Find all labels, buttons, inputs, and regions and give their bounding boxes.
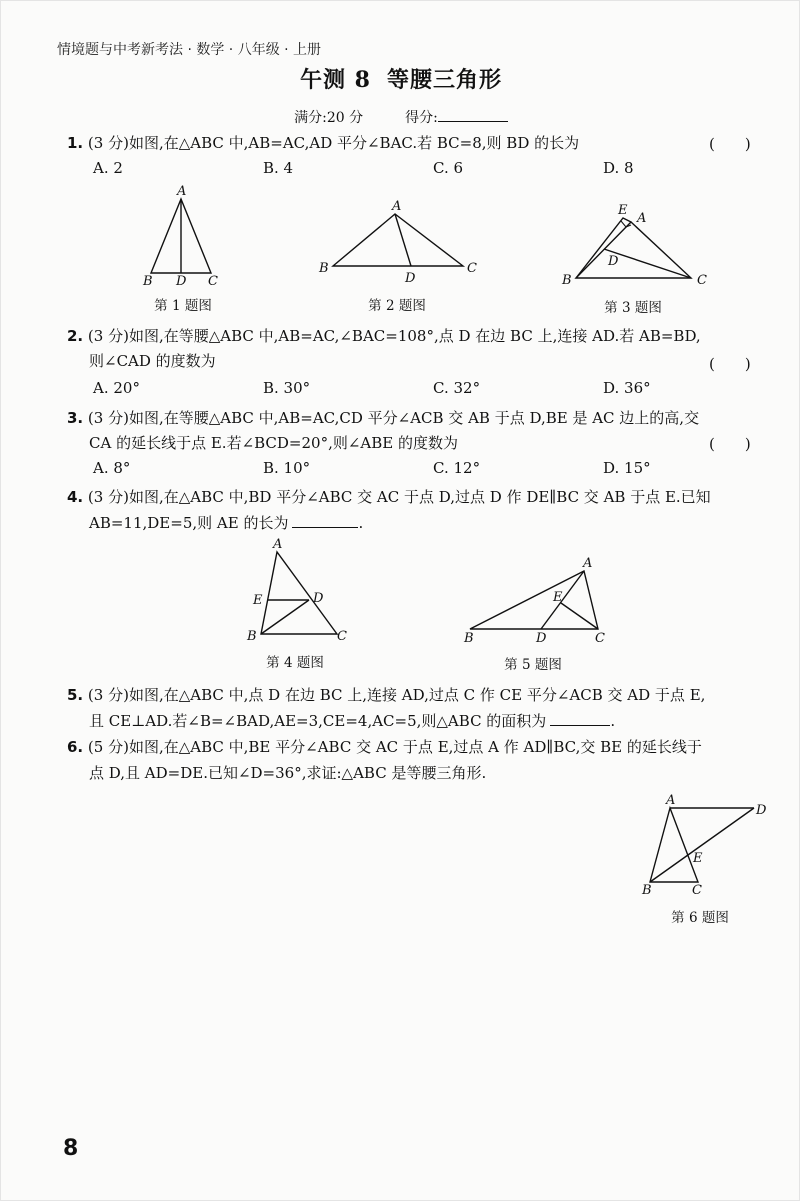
question-text-line-2: 点 D,且 AD=DE.已知∠D=36°,求证:△ABC 是等腰三角形. <box>89 764 487 782</box>
option-c: C. 6 <box>433 159 464 177</box>
label-e: E <box>618 203 628 218</box>
label-b: B <box>319 261 329 276</box>
question-5 <box>67 681 705 709</box>
label-e: E <box>253 593 263 608</box>
question-6 <box>67 733 702 761</box>
label-e: E <box>693 851 703 866</box>
option-d: D. 8 <box>603 159 634 177</box>
answer-paren-2[interactable]: ( ) <box>709 355 751 373</box>
figure-5 <box>456 553 616 653</box>
full-score: 满分:20 分 <box>294 110 364 126</box>
figure-1-caption: 第 1 题图 <box>154 298 212 314</box>
option-d: D. 36° <box>603 379 651 397</box>
figure-2 <box>311 196 491 286</box>
question-text-line-1: (3 分)如图,在△ABC 中,BD 平分∠ABC 交 AC 于点 D,过点 D 作 DE∥BC 交 AB 于点 E.已知 <box>87 488 711 506</box>
triangle-abc <box>576 222 691 278</box>
page-number: 8 <box>63 1136 79 1161</box>
label-d: D <box>536 631 547 646</box>
label-c: C <box>595 631 605 646</box>
label-b: B <box>464 631 474 646</box>
question-number: 2. <box>67 327 84 345</box>
question-text: (3 分)如图,在△ABC 中,AB=AC,AD 平分∠BAC.若 BC=8,则 BD 的长为 <box>87 134 580 152</box>
question-1 <box>67 129 579 157</box>
question-2 <box>67 322 701 350</box>
question-4 <box>67 483 711 511</box>
figure-6 <box>636 786 776 898</box>
answer-paren-3[interactable]: ( ) <box>709 435 751 453</box>
option-a: A. 2 <box>93 159 123 177</box>
label-b: B <box>143 274 153 289</box>
figure-2-caption: 第 2 题图 <box>368 298 426 314</box>
page-title <box>1 63 800 94</box>
label-c: C <box>337 629 347 644</box>
label-d: D <box>608 254 619 269</box>
question-5-line-2: 且 CE⊥AD.若∠B=∠BAD,AE=3,CE=4,AC=5,则△ABC 的面积为 . <box>89 712 616 730</box>
question-number: 4. <box>67 488 84 506</box>
book-header: 情境题与中考新考法 · 数学 · 八年级 · 上册 <box>57 42 322 58</box>
question-number: 1. <box>67 134 84 152</box>
segment-ad <box>395 214 411 266</box>
triangle-abc <box>470 571 598 629</box>
triangle-abc <box>261 552 337 634</box>
title-label: 午测 8 <box>300 67 371 93</box>
question-text-line-2: 且 CE⊥AD.若∠B=∠BAD,AE=3,CE=4,AC=5,则△ABC 的面积为 <box>89 712 547 730</box>
figure-1 <box>131 181 241 291</box>
option-b: B. 30° <box>263 379 311 397</box>
answer-paren-1[interactable]: ( ) <box>709 135 751 153</box>
label-d: D <box>756 803 767 818</box>
label-c: C <box>692 883 702 898</box>
option-a: A. 8° <box>93 459 131 477</box>
question-number: 6. <box>67 738 84 756</box>
question-text-line-1: (3 分)如图,在等腰△ABC 中,AB=AC,∠BAC=108°,点 D 在边 BC 上,连接 AD.若 AB=BD, <box>87 327 701 345</box>
score-blank[interactable] <box>438 107 508 122</box>
option-b: B. 4 <box>263 159 294 177</box>
label-c: C <box>208 274 218 289</box>
label-b: B <box>247 629 257 644</box>
figure-4 <box>239 536 359 651</box>
label-a: A <box>666 793 676 808</box>
question-number: 5. <box>67 686 84 704</box>
got-score-label: 得分: <box>405 110 438 126</box>
label-c: C <box>697 273 707 288</box>
label-c: C <box>467 261 477 276</box>
label-a: A <box>177 184 187 199</box>
option-b: B. 10° <box>263 459 311 477</box>
option-a: A. 20° <box>93 379 140 397</box>
question-text-line-2: AB=11,DE=5,则 AE 的长为 <box>89 514 289 532</box>
question-text-line-1: (3 分)如图,在等腰△ABC 中,AB=AC,CD 平分∠ACB 交 AB 于点 D,BE 是 AC 边上的高,交 <box>87 409 700 427</box>
answer-blank-4[interactable] <box>292 513 358 528</box>
figure-5-caption: 第 5 题图 <box>504 657 562 673</box>
label-e: E <box>553 590 563 605</box>
option-c: C. 32° <box>433 379 481 397</box>
option-c: C. 12° <box>433 459 481 477</box>
label-d: D <box>176 274 187 289</box>
label-d: D <box>313 591 324 606</box>
label-a: A <box>392 199 402 214</box>
question-text-line-1: (5 分)如图,在△ABC 中,BE 平分∠ABC 交 AC 于点 E,过点 A 作 AD∥BC,交 BE 的延长线于 <box>87 738 702 756</box>
segment-bd <box>650 808 754 882</box>
segment-bd <box>261 600 309 634</box>
segment-ad <box>541 571 584 629</box>
triangle-abc <box>650 808 698 882</box>
figure-4-caption: 第 4 题图 <box>266 655 324 671</box>
figure-3 <box>551 196 721 296</box>
question-3 <box>67 404 699 432</box>
option-d: D. 15° <box>603 459 651 477</box>
figure-3-caption: 第 3 题图 <box>604 300 662 316</box>
question-number: 3. <box>67 409 84 427</box>
label-a: A <box>273 537 283 552</box>
title-topic: 等腰三角形 <box>386 67 502 93</box>
question-text-line-1: (3 分)如图,在△ABC 中,点 D 在边 BC 上,连接 AD,过点 C 作 CE 平分∠ACB 交 AD 于点 E, <box>87 686 706 704</box>
label-b: B <box>562 273 572 288</box>
label-b: B <box>642 883 652 898</box>
label-a: A <box>637 211 647 226</box>
question-text-line-2: CA 的延长线于点 E.若∠BCD=20°,则∠ABE 的度数为 <box>89 434 459 452</box>
score-line <box>1 107 800 127</box>
question-text-line-2: 则∠CAD 的度数为 <box>89 352 216 370</box>
figure-6-caption: 第 6 题图 <box>671 910 729 926</box>
answer-blank-5[interactable] <box>550 711 610 726</box>
label-d: D <box>405 271 416 286</box>
question-4-line-2: AB=11,DE=5,则 AE 的长为 . <box>89 514 364 532</box>
label-a: A <box>583 556 593 571</box>
